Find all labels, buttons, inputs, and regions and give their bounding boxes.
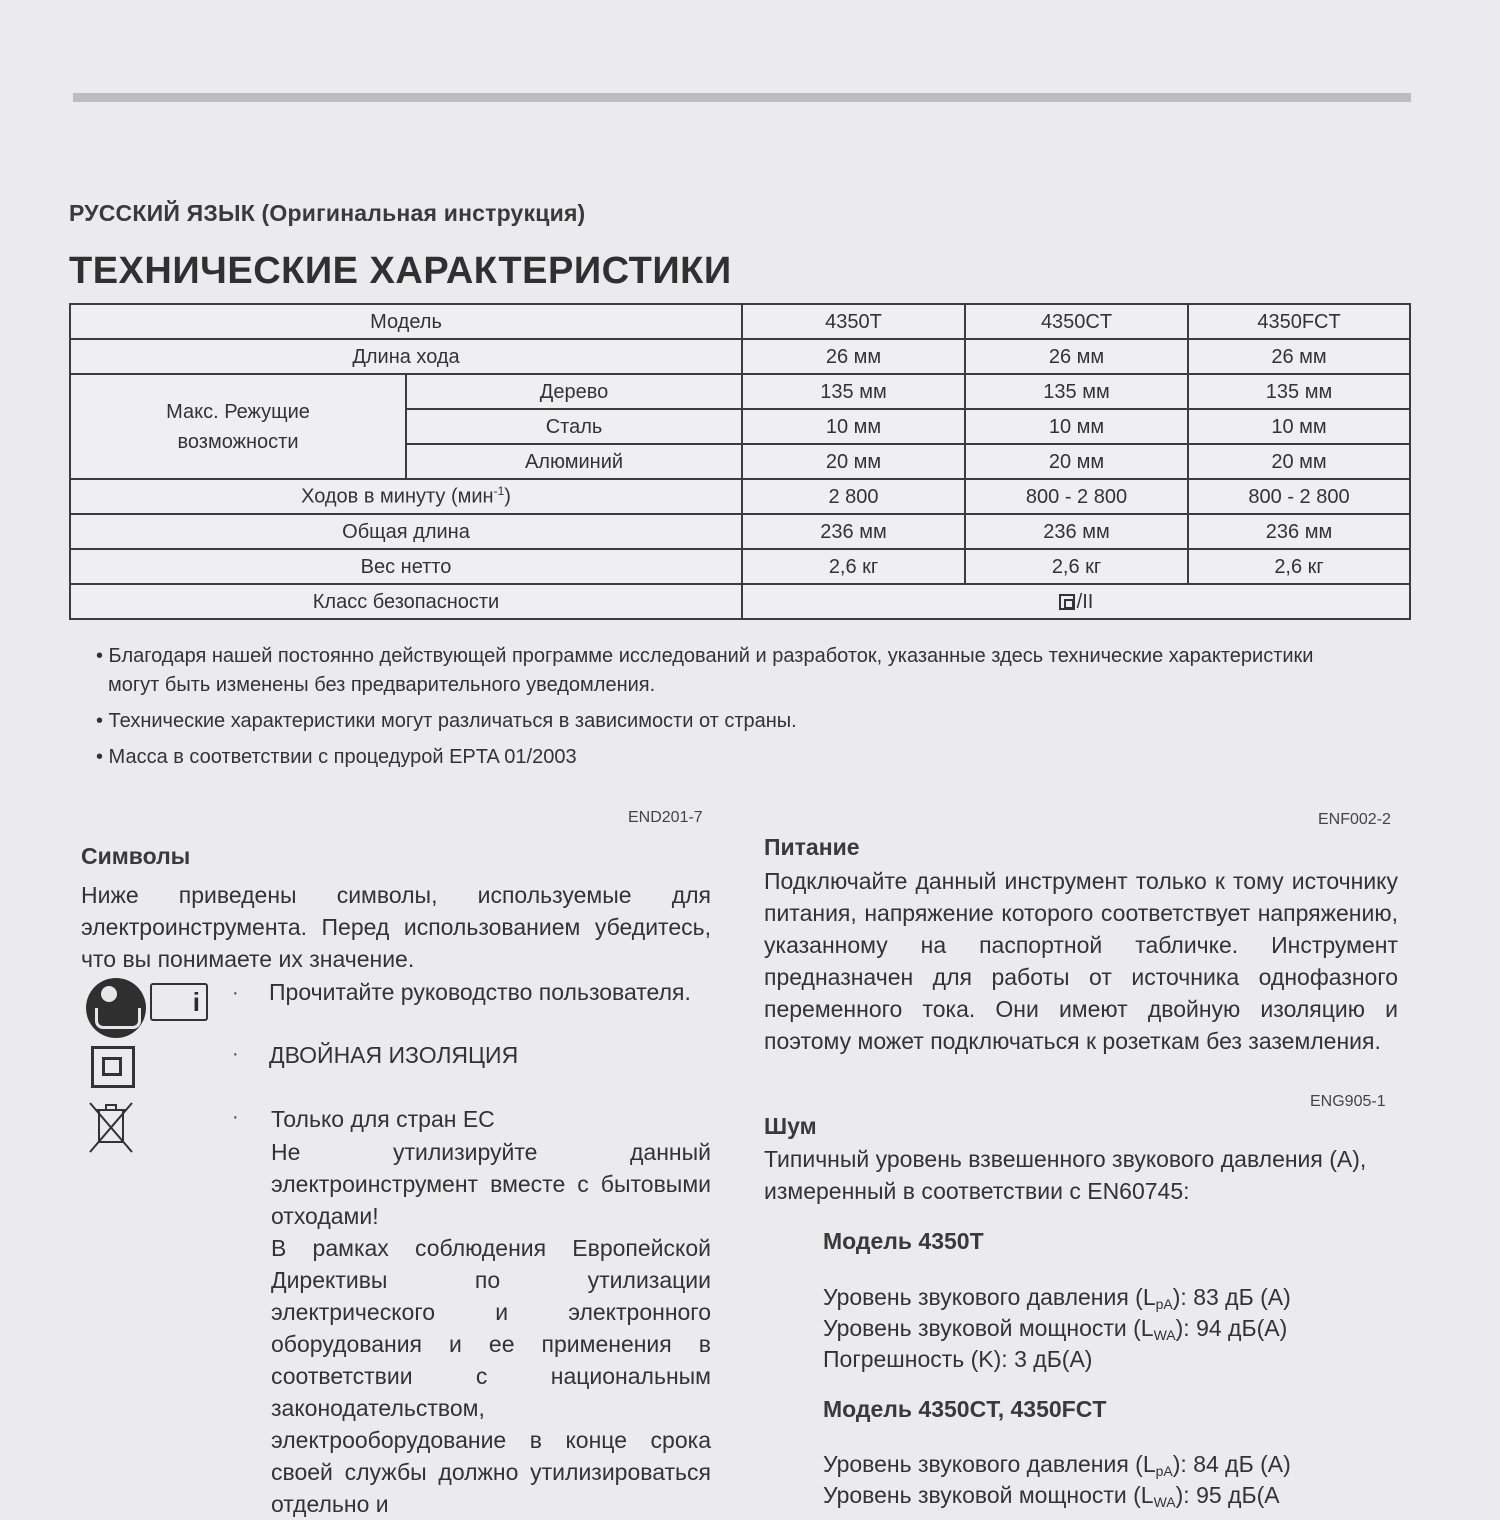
length-label: Общая длина <box>70 514 742 549</box>
noise-code: ENG905-1 <box>1310 1093 1386 1110</box>
read-manual-text: Прочитайте руководство пользователя. <box>269 979 691 1005</box>
aluminum-cell: 20 мм <box>742 444 965 479</box>
wood-cell: 135 мм <box>965 374 1188 409</box>
wood-cell: 135 мм <box>1188 374 1410 409</box>
double-insulation-icon <box>91 1046 135 1088</box>
pressure-sub: pA <box>1155 1296 1173 1312</box>
note: • Технические характеристики могут различаться в зависимости от страны. <box>96 710 797 732</box>
model1-title: Модель 4350T <box>823 1228 984 1254</box>
top-rule <box>73 93 1411 102</box>
model-cell: 4350T <box>742 304 965 339</box>
table-row <box>70 514 1410 549</box>
spec-table <box>69 303 1411 620</box>
power-sub: WA <box>1153 1494 1176 1510</box>
model-cell: 4350CT <box>965 304 1188 339</box>
table-row <box>70 479 1410 514</box>
crossed-bin-icon <box>86 1100 136 1155</box>
model2-pressure-value: ): 84 дБ (A) <box>1172 1451 1291 1477</box>
capacity-label <box>70 374 406 479</box>
read-manual-icon <box>86 978 146 1038</box>
table-row <box>70 374 1410 409</box>
spm-label-text: Ходов в минуту (мин <box>301 485 494 508</box>
model1-power-value: ): 94 дБ(A) <box>1175 1315 1288 1341</box>
model2-title: Модель 4350CT, 4350FCT <box>823 1396 1107 1422</box>
spm-cell: 2 800 <box>742 479 965 514</box>
eu-directive-text: В рамках соблюдения Европейской Директивы по утилизации электрического и электронного оборудования и ее применения в соответствии с национальным законодательством, электрооборудование в конце срока своей службы должно утилизироваться отдельно и <box>271 1235 711 1517</box>
note: • Благодаря нашей постоянно действующей программе исследований и разработок, указанные здесь технические характеристики могут быть изменены без предварительного уведомления. <box>96 645 1314 696</box>
pressure-prefix: Уровень звукового давления (L <box>823 1284 1156 1310</box>
steel-cell: 10 мм <box>1188 409 1410 444</box>
spec-notes <box>96 642 1346 779</box>
stroke-cell: 26 мм <box>742 339 965 374</box>
stroke-cell: 26 мм <box>1188 339 1410 374</box>
wood-cell: 135 мм <box>742 374 965 409</box>
language-heading: РУССКИЙ ЯЗЫК (Оригинальная инструкция) <box>69 200 586 226</box>
aluminum-label: Алюминий <box>406 444 742 479</box>
power-title: Питание <box>764 834 860 860</box>
wood-label: Дерево <box>406 374 742 409</box>
table-row <box>70 584 1410 619</box>
length-cell: 236 мм <box>965 514 1188 549</box>
power-prefix: Уровень звуковой мощности (L <box>823 1482 1154 1508</box>
power-prefix: Уровень звуковой мощности (L <box>823 1315 1154 1341</box>
spm-label-close: ) <box>504 485 511 508</box>
weight-cell: 2,6 кг <box>742 549 965 584</box>
bullet: · <box>232 1106 239 1128</box>
model1-pressure-value: ): 83 дБ (A) <box>1172 1284 1291 1310</box>
table-row <box>70 339 1410 374</box>
pressure-prefix: Уровень звукового давления (L <box>823 1451 1156 1477</box>
eu-disposal-text: Не утилизируйте данный электроинструмент вместе с бытовыми отходами! <box>271 1139 711 1229</box>
spm-label <box>70 479 742 514</box>
page-title: ТЕХНИЧЕСКИЕ ХАРАКТЕРИСТИКИ <box>69 250 732 292</box>
length-cell: 236 мм <box>1188 514 1410 549</box>
spm-cell: 800 - 2 800 <box>1188 479 1410 514</box>
weight-cell: 2,6 кг <box>1188 549 1410 584</box>
aluminum-cell: 20 мм <box>965 444 1188 479</box>
table-row <box>70 304 1410 339</box>
noise-title: Шум <box>764 1113 817 1139</box>
model-cell: 4350FCT <box>1188 304 1410 339</box>
safety-label: Класс безопасности <box>70 584 742 619</box>
model2-power-value: ): 95 дБ(A <box>1175 1482 1280 1508</box>
steel-cell: 10 мм <box>965 409 1188 444</box>
stroke-cell: 26 мм <box>965 339 1188 374</box>
table-row <box>70 549 1410 584</box>
length-cell: 236 мм <box>742 514 965 549</box>
symbols-title: Символы <box>81 843 191 869</box>
spm-cell: 800 - 2 800 <box>965 479 1188 514</box>
eu-only-text: Только для стран ЕС <box>271 1106 495 1132</box>
capacity-label-line2: возможности <box>177 430 299 453</box>
noise-intro: Типичный уровень взвешенного звукового давления (A), измеренный в соответствии с EN60745: <box>764 1146 1367 1204</box>
symbols-code: END201-7 <box>628 809 703 826</box>
weight-label: Вес нетто <box>70 549 742 584</box>
symbols-intro: Ниже приведены символы, используемые для электроинструмента. Перед использованием убедитесь, что вы понимаете их значение. <box>81 882 711 972</box>
safety-value: /II <box>1076 590 1094 613</box>
steel-label: Сталь <box>406 409 742 444</box>
bullet: · <box>232 982 239 1004</box>
pressure-sub: pA <box>1155 1463 1173 1479</box>
spm-label-sup: -1 <box>493 484 505 499</box>
model2-power <box>823 1479 1423 1510</box>
weight-cell: 2,6 кг <box>965 549 1188 584</box>
bullet: · <box>232 1043 239 1065</box>
double-insulation-text: ДВОЙНАЯ ИЗОЛЯЦИЯ <box>269 1042 519 1068</box>
aluminum-cell: 20 мм <box>1188 444 1410 479</box>
power-sub: WA <box>1153 1327 1176 1343</box>
capacity-label-line1: Макс. Режущие <box>166 400 310 423</box>
double-insulation-icon <box>1059 594 1075 610</box>
model1-uncertainty: Погрешность (K): 3 дБ(A) <box>823 1346 1093 1372</box>
note: • Масса в соответствии с процедурой EPTA 01/2003 <box>96 746 577 768</box>
model-label: Модель <box>70 304 742 339</box>
power-code: ENF002-2 <box>1318 811 1391 828</box>
stroke-label: Длина хода <box>70 339 742 374</box>
info-manual-icon: i <box>150 983 208 1021</box>
steel-cell: 10 мм <box>742 409 965 444</box>
power-text: Подключайте данный инструмент только к тому источнику питания, напряжение которого соответствует напряжению, указанному на паспортной табличке. Инструмент предназначен для работы от источника однофазного переменного тока. Они имеют двойную изоляцию и поэтому может подключаться к розеткам без заземления. <box>764 868 1398 1054</box>
safety-cell <box>742 584 1410 619</box>
